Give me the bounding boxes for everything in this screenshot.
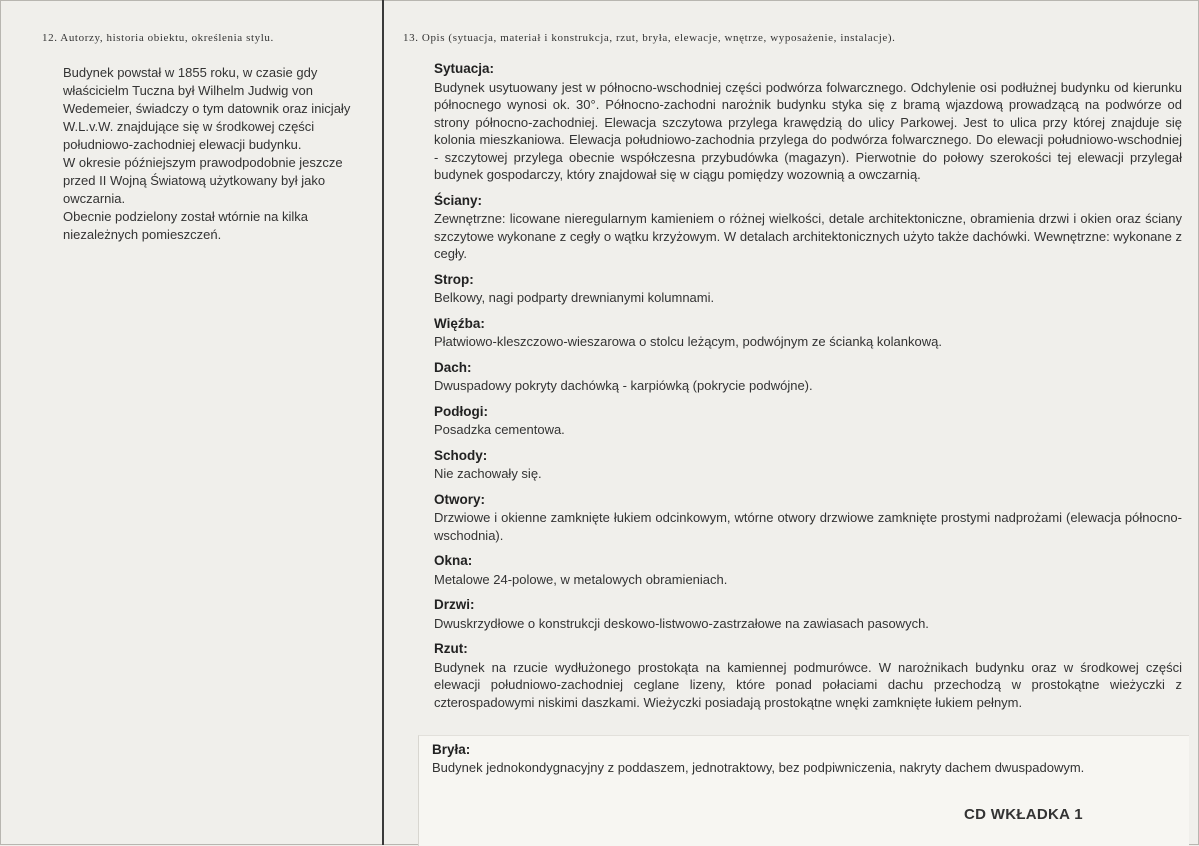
history-paragraph: W okresie późniejszym prawodpodobnie jeszcze przed II Wojną Światową użytkowany był jako owczarnia. — [63, 155, 343, 206]
history-text — [63, 64, 368, 244]
insert-label: CD WKŁADKA 1 — [964, 806, 1083, 823]
section-body: Płatwiowo-kleszczowo-wieszarowa o stolcu leżącym, podwójnym ze ścianką kolankową. — [434, 334, 942, 349]
history-paragraph: Obecnie podzielony został wtórnie na kilka niezależnych pomieszczeń. — [63, 209, 308, 242]
section-title: Dach: — [434, 359, 472, 375]
section-title: Otwory: — [434, 491, 486, 507]
section-otwory — [434, 491, 1182, 545]
section-body: Dwuskrzydłowe o konstrukcji deskowo-listwowo-zastrzałowe na zawiasach pasowych. — [434, 615, 929, 631]
section-body: Drzwiowe i okienne zamknięte łukiem odcinkowym, wtórne otwory drzwiowe zamknięte prostymi nadprożami (elewacja północno-wschodnia). — [434, 510, 1182, 543]
right-column-header: 13. Opis (sytuacja, materiał i konstrukcja, rzut, bryła, elewacje, wnętrze, wyposażenie, instalacje). — [403, 32, 896, 44]
section-title: Schody: — [434, 447, 488, 463]
section-title: Strop: — [434, 271, 474, 287]
left-column-header: 12. Autorzy, historia obiektu, określenia stylu. — [42, 32, 274, 44]
bryla-panel — [418, 735, 1189, 846]
section-body: Nie zachowały się. — [434, 466, 542, 481]
section-schody — [434, 447, 1182, 483]
section-title: Więźba: — [434, 315, 485, 331]
section-title: Drzwi: — [434, 597, 475, 612]
section-body: Metalowe 24-polowe, w metalowych obramieniach. — [434, 571, 728, 587]
section-rzut — [434, 640, 1182, 711]
section-podlogi — [434, 403, 1182, 439]
section-body: Dwuspadowy pokryty dachówką - karpiówką (pokrycie podwójne). — [434, 378, 813, 393]
section-body: Budynek jednokondygnacyjny z poddaszem, jednotraktowy, bez podpiwniczenia, nakryty dachem dwuspadowym. — [432, 760, 1085, 775]
section-dach — [434, 359, 1182, 395]
section-body: Budynek na rzucie wydłużonego prostokąta na kamiennej podmurówce. W narożnikach budynku oraz w środkowej części elewacji południowo-zachodniej ceglane lizeny, które ponad połaciami dachu przechodzą w prostokątne wieżyczki z czterospadowymi niskimi daszkami. Wieżyczki posiadają prostokątne wnęki zamknięte łukiem pełnym. — [434, 659, 1182, 710]
section-title: Bryła: — [432, 742, 471, 757]
section-title: Podłogi: — [434, 403, 488, 419]
section-sytuacja — [434, 60, 1182, 184]
section-title: Rzut: — [434, 641, 468, 656]
section-title: Sytuacja: — [434, 61, 495, 76]
section-wiezba — [434, 315, 1182, 351]
section-body: Belkowy, nagi podparty drewnianymi kolumnami. — [434, 290, 715, 305]
section-sciany — [434, 192, 1182, 263]
description-sections — [434, 60, 1182, 719]
section-drzwi — [434, 596, 1182, 632]
section-okna — [434, 552, 1182, 588]
section-body: Zewnętrzne: licowane nieregularnym kamieniem o różnej wielkości, detale architektoniczne, obramienia drzwi i okien oraz ściany szczytowe wykonane z cegły o wątku krzyżowym. W detalach architektonicznych użyto także dachówki. Wewnętrzne: wykonane z cegły. — [434, 211, 1182, 261]
section-title: Ściany: — [434, 192, 483, 208]
section-body: Posadzka cementowa. — [434, 422, 565, 437]
column-divider — [382, 0, 384, 845]
section-body: Budynek usytuowany jest w północno-wschodniej części podwórza folwarcznego. Odchylenie osi podłużnej budynku od kierunku północnego wynosi ok. 30°. Północno-zachodni narożnik budynku styka się z bramą wjazdową prowadzącą na podwórze od strony północno-zachodniej. Elewacja szczytowa przylega krawędzią do ulicy Parkowej. Jest to ulica przy której znajduje się kolonia mieszkaniowa. Elewacja południowo-zachodnia przylega do podwórza folwarcznego. Do elewacji południowo-wschodniej - szczytowej przylega obecnie współczesna przybudówka (magazyn). Pierwotnie do połowy szerokości tej elewacji przylegał budynek gospodarczy, który znajdował się w ciągu pomiędzy wozownią a owczarnią. — [434, 79, 1182, 182]
section-strop — [434, 271, 1182, 307]
section-title: Okna: — [434, 553, 473, 568]
history-paragraph: Budynek powstał w 1855 roku, w czasie gdy właścicielm Tuczna był Wilhelm Judwig von Wedemeier, świadczy o tym datownik oraz inicjały W.L.v.W. znajdujące się w środkowej części południowo-zachodniej elewacji budynku. — [63, 65, 351, 152]
